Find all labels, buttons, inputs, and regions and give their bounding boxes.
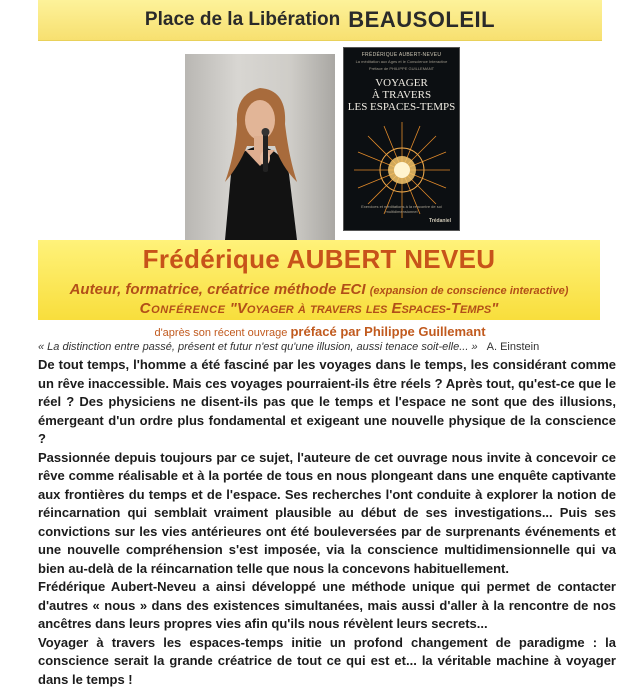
speaker-photo bbox=[185, 54, 335, 240]
quote-author: A. Einstein bbox=[487, 341, 540, 353]
book-reference-prefix: d'après son récent ouvrage bbox=[154, 327, 287, 339]
conference-label: Conférence bbox=[140, 300, 226, 317]
body-paragraph: De tout temps, l'homme a été fasciné par les voyages dans le temps, les considérant comme un rêve inaccessible. Mais ces voyages pourraient-ils être réels ? Après tout, qu'est-ce que le réel ? Des physiciens ne disent-ils pas que le temps et l'espace ne sont que des illusions, émergeant d'un ordre plus fondamental et exigeant une nouvelle physique de la conscience ? bbox=[38, 356, 616, 449]
conference-line bbox=[38, 300, 600, 317]
speaker-roles-text: Auteur, formatrice, créatrice méthode ECI bbox=[70, 281, 366, 298]
book-publisher: Trédaniel bbox=[429, 218, 451, 224]
book-reference bbox=[0, 324, 640, 339]
book-cover bbox=[343, 47, 460, 231]
speaker-illustration bbox=[185, 54, 335, 240]
speaker-roles bbox=[38, 281, 600, 298]
location-banner bbox=[38, 0, 602, 41]
article-body bbox=[38, 356, 616, 689]
einstein-quote bbox=[38, 341, 598, 353]
city-text: BEAUSOLEIL bbox=[348, 7, 495, 33]
book-title bbox=[344, 77, 459, 113]
speaker-roles-extra: (expansion de conscience interactive) bbox=[370, 285, 569, 297]
book-reference-highlight: préfacé par Philippe Guillemant bbox=[290, 324, 485, 339]
book-author: FRÉDÉRIQUE AUBERT-NEVEU bbox=[344, 52, 459, 58]
location-text: Place de la Libération bbox=[145, 9, 340, 31]
book-subtitle: La méditation aux Ages et le Conscience Interactive bbox=[344, 59, 459, 64]
body-paragraph: Voyager à travers les espaces-temps initie un profond changement de paradigme : la conscience serait la grande créatrice de tout ce qui est et... la véritable machine à voyager dans le temps ! bbox=[38, 634, 616, 689]
conference-title: "Voyager à travers les Espaces-Temps" bbox=[230, 300, 499, 317]
speaker-banner bbox=[38, 240, 600, 320]
book-title-line: À TRAVERS bbox=[344, 89, 459, 101]
book-tagline: Exercices et méditations à la rencontre de soi multidimensionnel bbox=[350, 204, 453, 214]
quote-text: « La distinction entre passé, présent et futur n'est qu'une illusion, aussi tenace soit-elle... » bbox=[38, 341, 478, 353]
body-paragraph: Frédérique Aubert-Neveu a ainsi développé une méthode unique qui permet de contacter d'autres « nous » dans des existences simultanées, mais aussi d'aller à la rencontre de nos ancêtres dans leurs propres vies afin qu'ils nous révèlent leurs secrets... bbox=[38, 578, 616, 634]
book-title-line: LES ESPACES-TEMPS bbox=[344, 101, 459, 113]
book-preface: Préface de PHILIPPE GUILLEMANT bbox=[344, 66, 459, 71]
body-paragraph: Passionnée depuis toujours par ce sujet, l'auteure de cet ouvrage nous invite à concevoir ce rêve comme réalisable et à la portée de tous en nous plongeant dans une enquête captivante aux frontières du temps et de l'espace. Ses recherches l'ont conduite à explorer la notion de réincarnation qui semblait vraiment plausible au début de ses investigations... Puis ses convictions sur les vies antérieures ont été bouleversées par de surprenants événements et une nouvelle compréhension s'est imposée, via la conscience multidimensionnelle qui va bien au-delà de la réincarnation telle que nous la concevons habituellement. bbox=[38, 449, 616, 579]
speaker-name: Frédérique AUBERT NEVEU bbox=[38, 244, 600, 275]
book-title-line: VOYAGER bbox=[344, 77, 459, 89]
